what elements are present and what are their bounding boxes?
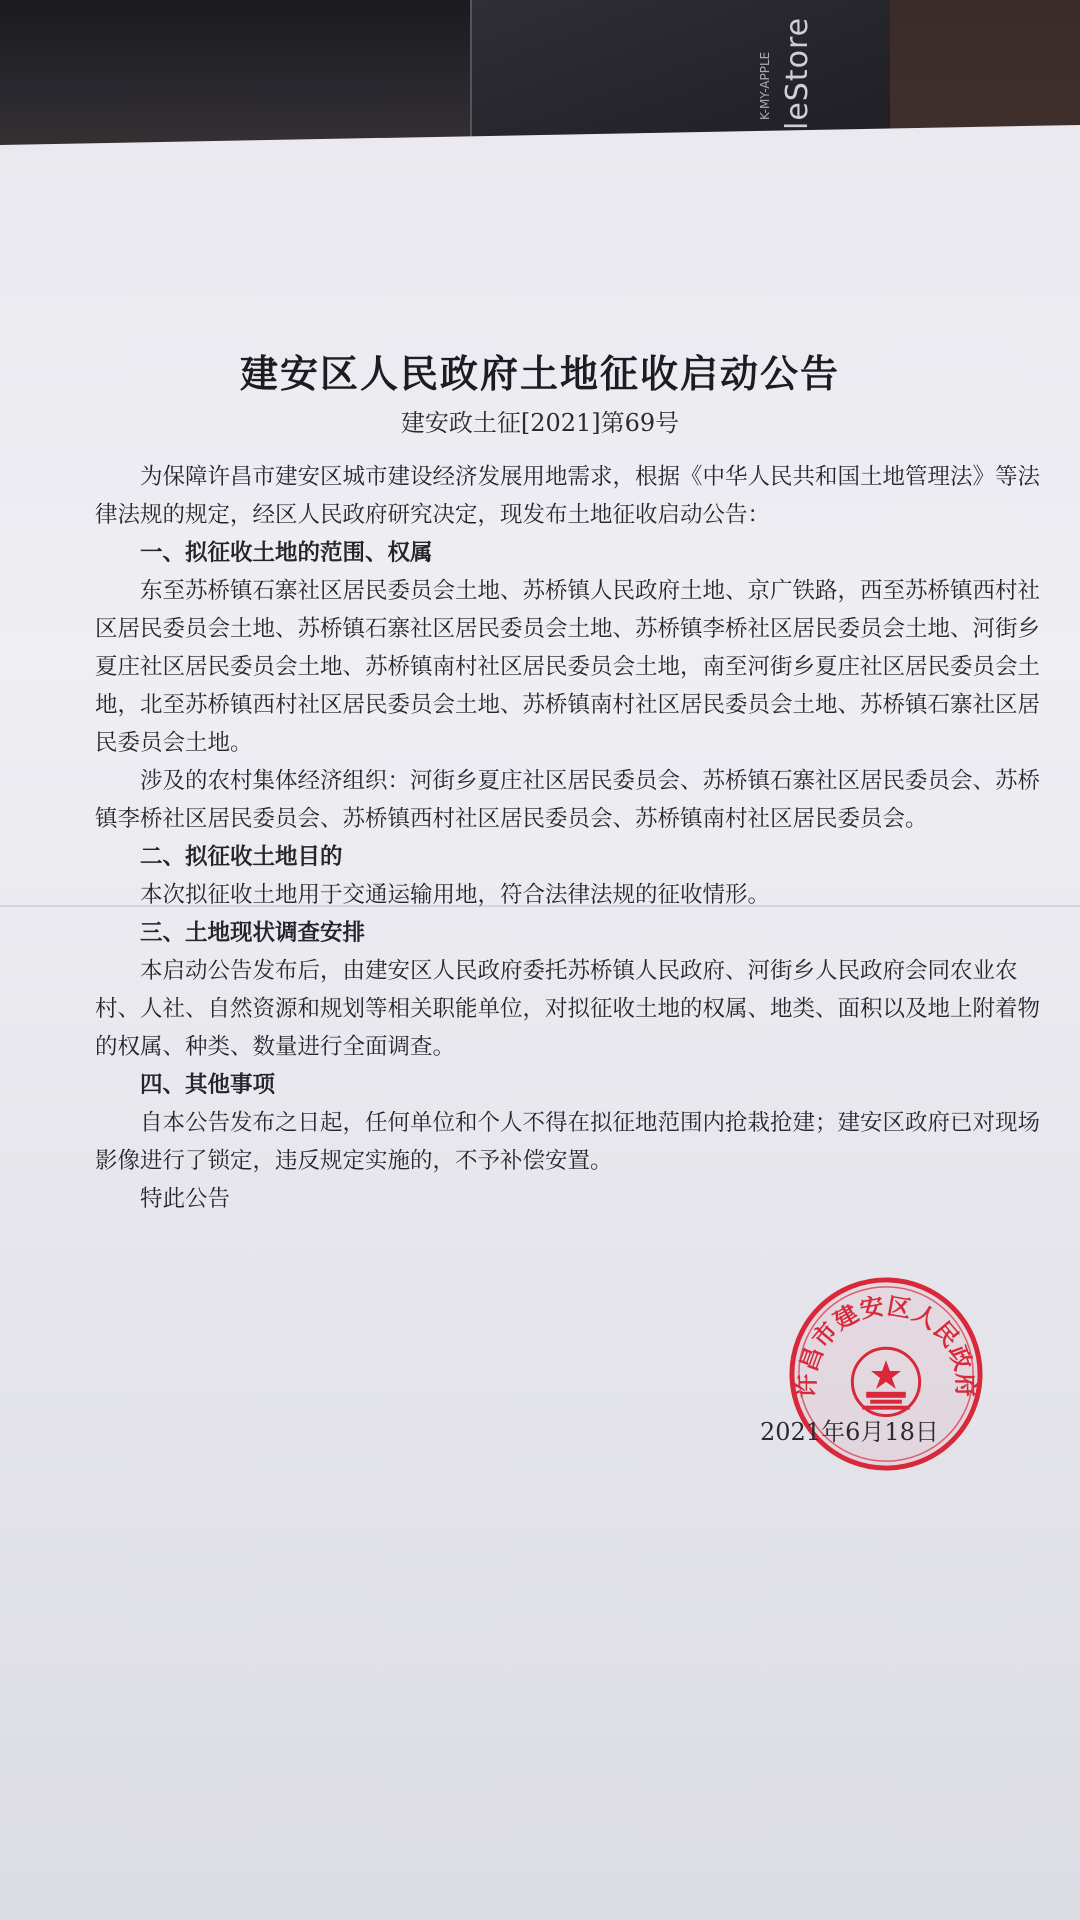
box-sub-text: K-MY-APPLE [758,51,772,120]
box-brand-text: leStore [780,16,815,130]
section-heading-2: 二、拟征收土地目的 [140,844,343,870]
section-heading-3: 三、土地现状调查安排 [140,920,366,946]
section-heading-1: 一、拟征收土地的范围、权属 [140,540,433,566]
section-1-paragraph-2: 涉及的农村集体经济组织：河街乡夏庄社区居民委员会、苏桥镇石寨社区居民委员会、苏桥镇李桥社区居民委员会、苏桥镇西村社区居民委员会、苏桥镇南村社区居民委员会。 [95,768,1041,832]
issue-date: 2021年6月18日 [760,1418,939,1446]
seal-text: 许昌市建安区人民政府 [792,1291,980,1398]
intro-paragraph: 为保障许昌市建安区城市建设经济发展用地需求，根据《中华人民共和国土地管理法》等法律法规的规定，经区人民政府研究决定，现发布土地征收启动公告： [95,464,1041,528]
document-number: 建安政土征[2021]第69号 [400,409,680,437]
section-4-paragraph-1: 自本公告发布之日起，任何单位和个人不得在拟征地范围内抢栽抢建；建安区政府已对现场影像进行了锁定，违反规定实施的，不予补偿安置。 [95,1110,1041,1174]
notice-body [95,458,1040,1218]
closing-text: 特此公告 [140,1186,231,1212]
section-1-paragraph-1: 东至苏桥镇石寨社区居民委员会土地、苏桥镇人民政府土地、京广铁路，西至苏桥镇西村社区居民委员会土地、苏桥镇石寨社区居民委员会土地、苏桥镇李桥社区居民委员会土地、河街乡夏庄社区居民委员会土地、苏桥镇南村社区居民委员会土地，南至河街乡夏庄社区居民委员会土地，北至苏桥镇西村社区居民委员会土地、苏桥镇南村社区居民委员会土地、苏桥镇石寨社区居民委员会土地。 [95,578,1041,756]
notice-title: 建安区人民政府土地征收启动公告 [239,352,840,396]
section-2-paragraph-1: 本次拟征收土地用于交通运输用地，符合法律法规的征收情形。 [140,882,771,908]
product-box [470,0,892,150]
section-3-paragraph-1: 本启动公告发布后，由建安区人民政府委托苏桥镇人民政府、河街乡人民政府会同农业农村、人社、自然资源和规划等相关职能单位，对拟征收土地的权属、地类、面积以及地上附着物的权属、种类、数量进行全面调查。 [95,958,1041,1060]
section-heading-4: 四、其他事项 [140,1072,276,1098]
